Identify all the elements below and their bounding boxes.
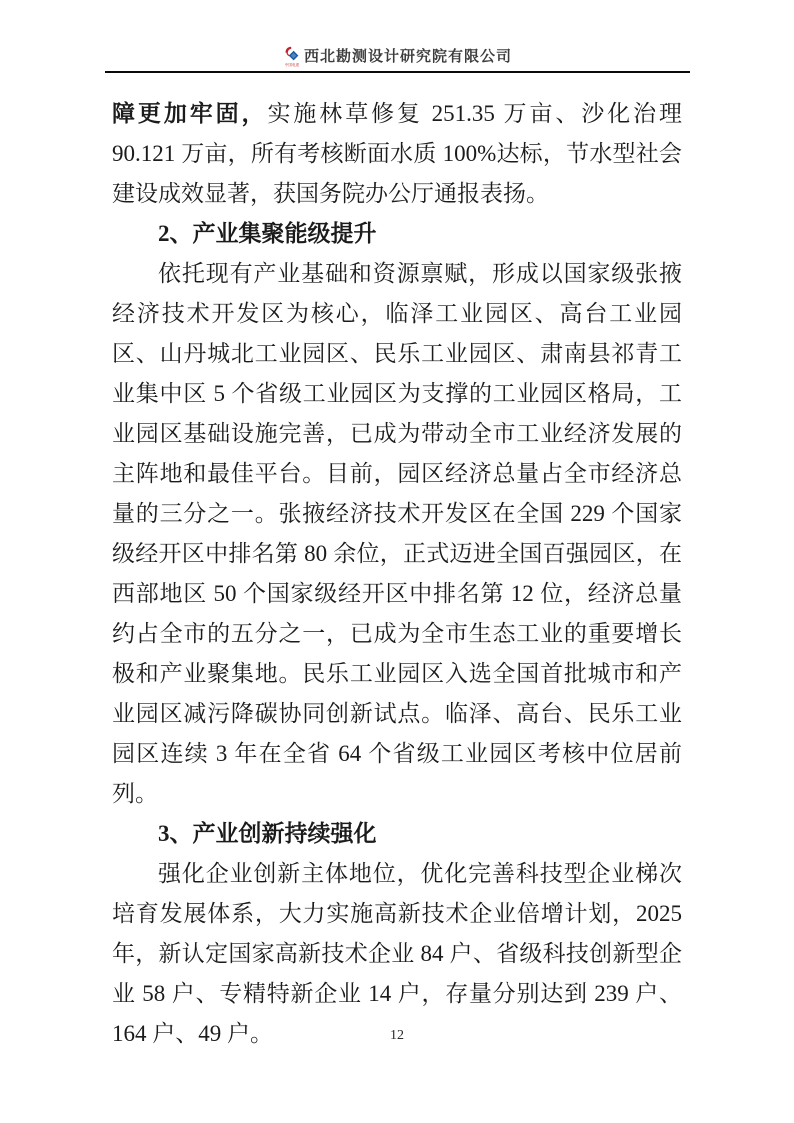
section-3-paragraph: 强化企业创新主体地位，优化完善科技型企业梯次培育发展体系，大力实施高新技术企业倍增计划，2025 年，新认定国家高新技术企业 84 户、省级科技创新型企业 58 户、专精特新企业 14 户，存量分别达到 239 户、164 户、49 户。 bbox=[112, 861, 682, 1046]
section-2-paragraph: 依托现有产业基础和资源禀赋，形成以国家级张掖经济技术开发区为核心，临泽工业园区、高台工业园区、山丹城北工业园区、民乐工业园区、肃南县祁青工业集中区 5 个省级工业园区为支撑的工业园区格局，工业园区基础设施完善，已成为带动全市工业经济发展的主阵地和最佳平台。目前，园区经济总量占全市经济总量的三分之一。张掖经济技术开发区在全国 229 个国家级经开区中排名第 80 余位，正式迈进全国百强园区，在西部地区 50 个国家级经开区中排名第 12 位，经济总量约占全市的五分之一，已成为全市生态工业的重要增长极和产业聚集地。民乐工业园区入选全国首批城市和产业园区减污降碳协同创新试点。临泽、高台、民乐工业园区连续 3 年在全省 64 个省级工业园区考核中位居前列。 bbox=[112, 261, 682, 806]
page-number: 12 bbox=[390, 1028, 404, 1043]
paragraph-continuation-text: 实施林草修复 251.35 万亩、沙化治理 90.121 万亩，所有考核断面水质 100%达标，节水型社会建设成效显著，获国务院办公厅通报表扬。 bbox=[112, 101, 683, 206]
section-heading-2: 2、产业集聚能级提升 bbox=[158, 221, 377, 246]
section-heading-3: 3、产业创新持续强化 bbox=[158, 821, 377, 846]
powerchina-logo-icon bbox=[283, 46, 301, 67]
page-header bbox=[105, 0, 690, 73]
page-footer bbox=[0, 1026, 794, 1044]
header-brand bbox=[283, 46, 512, 67]
document-body bbox=[112, 94, 682, 1054]
paragraph-continuation bbox=[112, 94, 682, 214]
header-company-name: 西北勘测设计研究院有限公司 bbox=[303, 48, 512, 65]
powerchina-logo-caption: 中国电建 bbox=[284, 62, 300, 67]
paragraph-bold-lead: 障更加牢固， bbox=[112, 101, 268, 126]
